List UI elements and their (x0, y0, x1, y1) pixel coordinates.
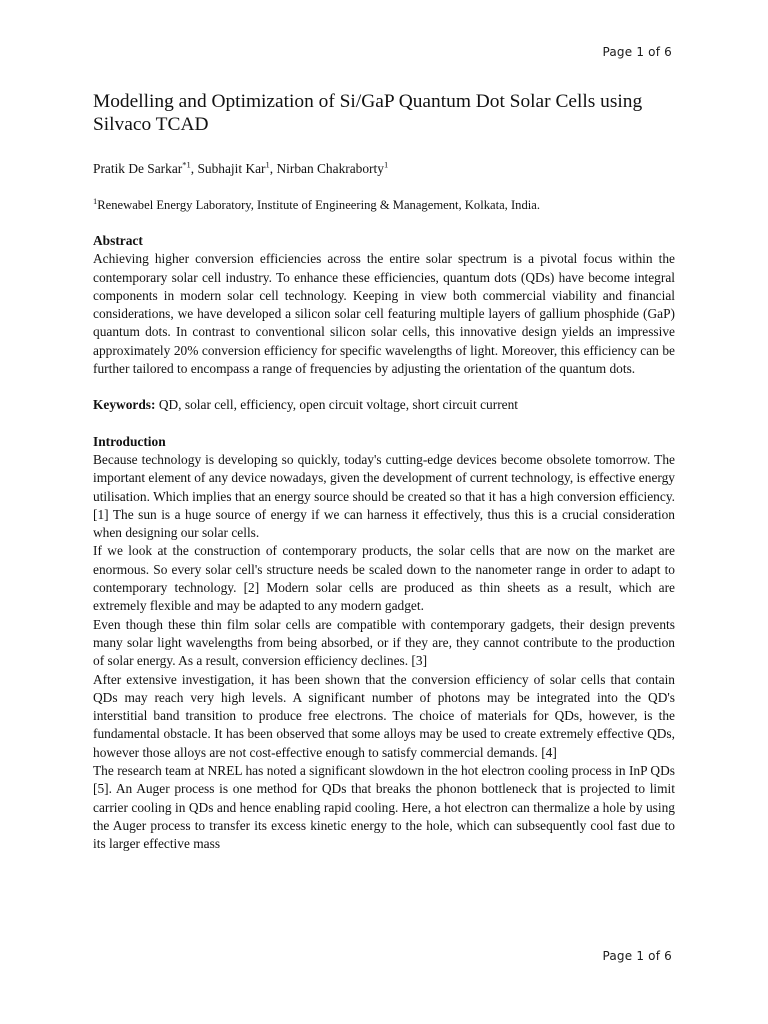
introduction-paragraph: If we look at the construction of contemporary products, the solar cells that are now on the market are enormous. So every solar cell's structure needs be scaled down to the nanometer range in order to adapt to contemporary technology. [2] Modern solar cells are produced as thin sheets as a result, which are extremely flexible and may be adapted to any modern gadget. (93, 543, 675, 614)
keywords-line (93, 396, 675, 414)
author-separator: , (269, 161, 277, 176)
introduction-paragraph: After extensive investigation, it has been shown that the conversion efficiency of solar cells that contain QDs may reach very high levels. A significant number of photons may be integrated into the QD's interstitial band transition to produce free electrons. The choice of materials for QDs, however, is the fundamental obstacle. It has been observed that some alloys may be used to create extremely effective QDs, however those alloys are not cost-effective enough to satisfy commercial demands. [4] (93, 671, 675, 760)
paper-body (93, 90, 675, 854)
affiliation (93, 196, 675, 214)
author-separator: , (190, 161, 198, 176)
author-affiliation-mark: 1 (265, 159, 270, 170)
author-name: Pratik De Sarkar (93, 161, 183, 176)
author-affiliation-mark: *1 (182, 159, 191, 170)
introduction-paragraph: The research team at NREL has noted a significant slowdown in the hot electron cooling process in InP QDs [5]. An Auger process is one method for QDs that breaks the phonon bottleneck that is projected to limit carrier cooling in QDs and hence enabling rapid cooling. Here, a hot electron can thermalize a hole by using the Auger process to transfer its excess kinetic energy to the hole, which can subsequently cool fast due to its larger effective mass (93, 763, 675, 852)
footer-page-number: Page 1 of 6 (602, 949, 672, 963)
abstract-heading: Abstract (93, 233, 143, 248)
abstract-text: Achieving higher conversion efficiencies across the entire solar spectrum is a pivotal focus within the contemporary solar cell industry. To enhance these efficiencies, quantum dots (QDs) have become integral components in modern solar cell technology. Keeping in view both commercial viability and financial considerations, we have developed a silicon solar cell featuring multiple layers of gallium phosphide (GaP) quantum dots. In contrast to conventional silicon solar cells, this innovative design yields an impressive approximately 20% conversion efficiency for specific wavelengths of light. Moreover, this efficiency can be further tailored to encompass a range of frequencies by adjusting the orientation of the quantum dots. (93, 251, 675, 377)
keywords-label: Keywords: (93, 397, 156, 413)
introduction-heading: Introduction (93, 433, 166, 449)
author-affiliation-mark: 1 (383, 159, 389, 170)
affiliation-text: Renewabel Energy Laboratory, Institute of Engineering & Management, Kolkata, India. (97, 198, 540, 212)
header-page-number: Page 1 of 6 (602, 45, 672, 59)
affiliation-mark: 1 (93, 195, 98, 206)
keywords-text: QD, solar cell, efficiency, open circuit voltage, short circuit current (158, 397, 519, 413)
paper-title: Modelling and Optimization of Si/GaP Quantum Dot Solar Cells using Silvaco TCAD (93, 91, 643, 135)
introduction-paragraph: Even though these thin film solar cells are compatible with contemporary gadgets, their design prevents many solar light wavelengths from being absorbed, or if they are, they cannot contribute to the production of solar energy. As a result, conversion efficiency declines. [3] (93, 616, 675, 669)
author-name: Subhajit Kar (197, 161, 266, 176)
author-list (93, 160, 675, 178)
introduction-paragraph: Because technology is developing so quickly, today's cutting-edge devices become obsolete tomorrow. The important element of any device nowadays, given the development of current technology, is effective energy utilisation. Which implies that an energy source should be created so that it has a high conversion efficiency. [1] The sun is a huge source of energy if we can harness it effectively, thus this is a crucial consideration when designing our solar cells. (93, 451, 675, 541)
author-name: Nirban Chakraborty (276, 161, 384, 176)
